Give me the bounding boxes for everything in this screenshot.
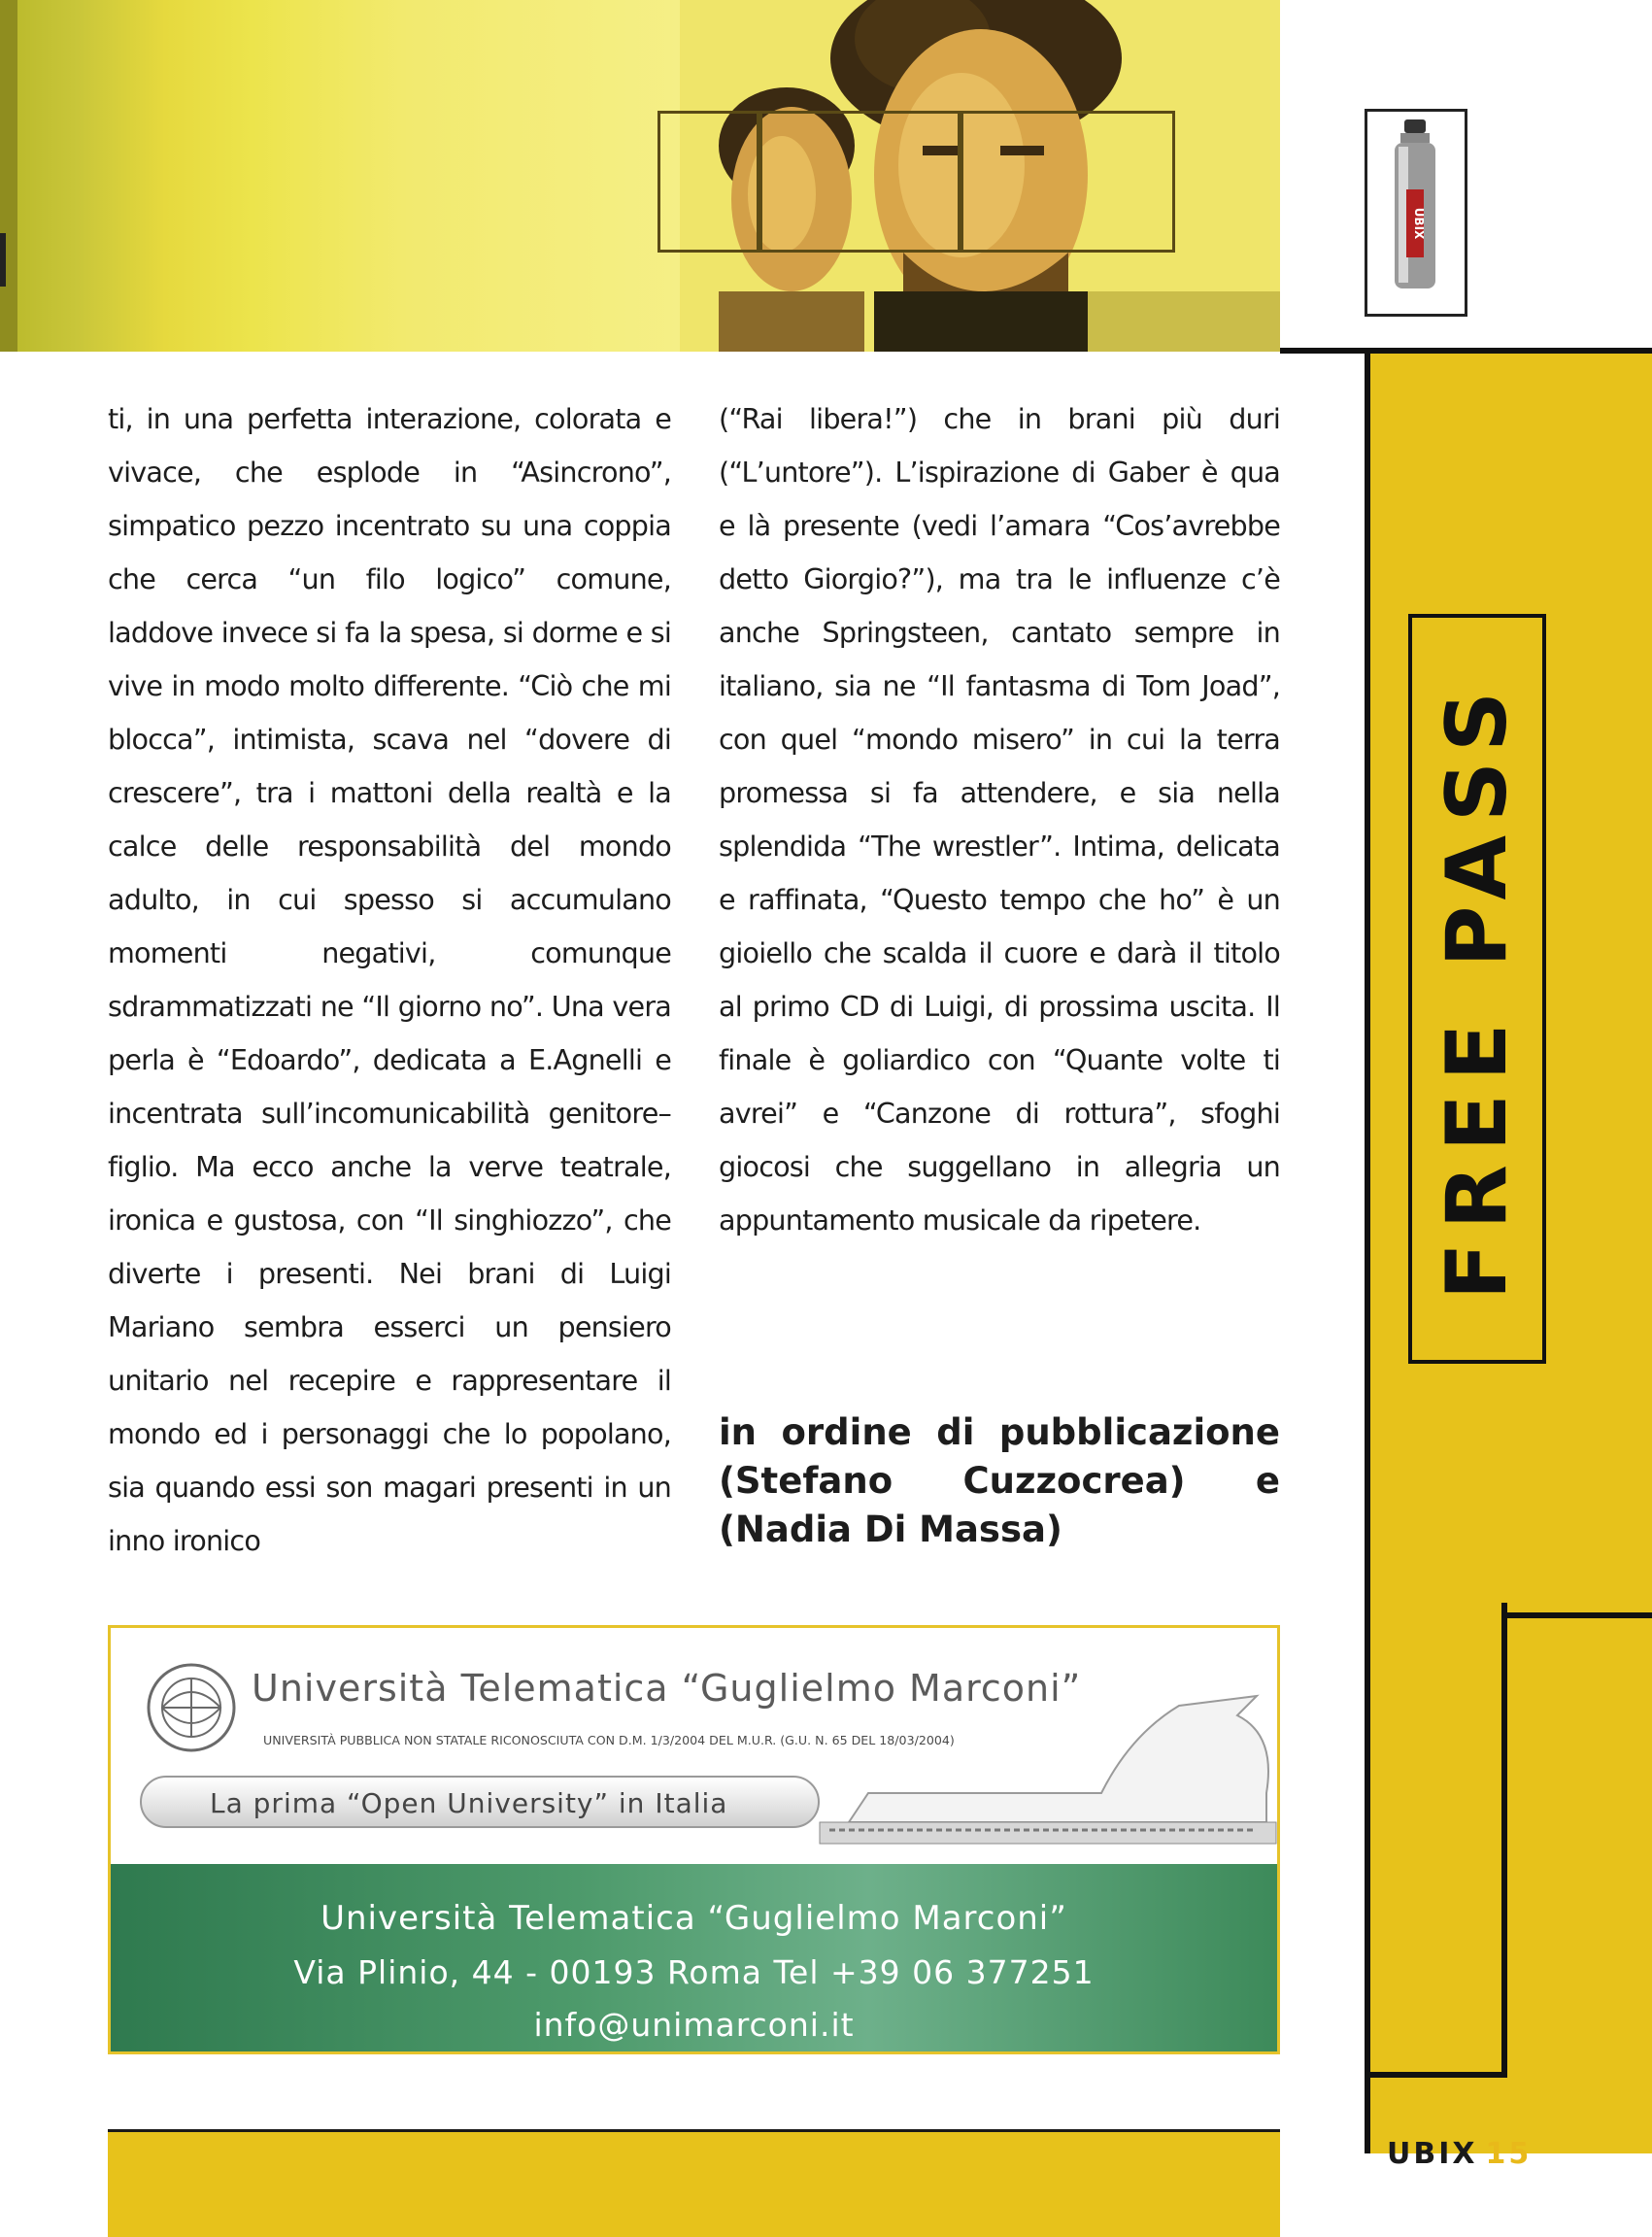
- page-number: 15: [1485, 2137, 1533, 2171]
- ad-address: Via Plinio, 44 - 00193 Roma Tel +39 06 377251: [293, 1953, 1095, 1991]
- magazine-brand: UBIX: [1387, 2137, 1478, 2171]
- ad-tagline: La prima “Open University” in Italia: [210, 1787, 728, 1819]
- photo-frame-1: [657, 111, 762, 253]
- article-column-2: (“Rai libera!”) che in brani più duri (“L’untore”). L’ispirazione di Gaber è qua e là presente (vedi l’amara “Cos’avrebbe detto Giorgio?”), ma tra le influenze c’è anche Springsteen, cantato sempre in italiano, sia ne “Il fantasma di Tom Joad”, con quel “mondo misero” in cui la terra promessa si fa attendere, e sia nella splendida “The wrestler”. Intima, delicata e raffinata, “Questo tempo che ho” è un gioiello che scalda il cuore e darà il titolo al primo CD di Luigi, di prossima uscita. Il finale è goliardico con “Quante volte ti avrei” e “Canzone di rottura”, sfoghi giocosi che suggellano in allegria un appuntamento musicale da ripetere.: [719, 402, 1280, 1237]
- can-illustration-box: [1365, 109, 1467, 317]
- ad-email[interactable]: info@unimarconi.it: [533, 2006, 855, 2044]
- credits-line-2: (Stefano Cuzzocrea) e: [719, 1460, 1280, 1502]
- ad-university-name: Università Telematica “Guglielmo Marconi”: [320, 1899, 1067, 1938]
- credits-line-3: (Nadia Di Massa): [719, 1508, 1062, 1550]
- column-capital-icon: [810, 1677, 1280, 1851]
- can-brand: UBIX: [1412, 207, 1426, 240]
- university-seal-icon: [138, 1657, 245, 1760]
- ad-title: Università Telematica “Guglielmo Marconi”: [252, 1667, 1082, 1710]
- ad-contact-panel: [111, 1864, 1277, 2054]
- ad-tagline-pill: [140, 1776, 820, 1828]
- ad-top-panel: [111, 1628, 1277, 1864]
- section-label-box: [1408, 614, 1546, 1364]
- footer-bar: [108, 2132, 1280, 2237]
- banner-left-mark: [0, 233, 6, 287]
- header-rule: [1280, 348, 1652, 354]
- section-label: FREE PASS: [1429, 677, 1526, 1301]
- photo-frame-2: [757, 111, 963, 253]
- rail-bracket-horizontal: [1507, 1612, 1652, 1618]
- article-credits: [719, 1408, 1280, 1554]
- page-footer: [1387, 2137, 1532, 2171]
- ad-subtitle: UNIVERSITÀ PUBBLICA NON STATALE RICONOSCIUTA CON D.M. 1/3/2004 DEL M.U.R. (G.U. N. 65 DEL 18/03/2004): [263, 1733, 955, 1747]
- university-advertisement[interactable]: [108, 1625, 1280, 2054]
- spray-can-icon: [1367, 112, 1465, 314]
- photo-frame-3: [958, 111, 1175, 253]
- banner-left-strip: [0, 0, 17, 352]
- rail-divider: [1365, 352, 1370, 2153]
- rail-bracket-bottom: [1365, 2072, 1507, 2078]
- credits-line-1: in ordine di pubblicazione: [719, 1411, 1280, 1453]
- article-column-1: ti, in una perfetta interazione, colorata e vivace, che esplode in “Asincrono”, simpatico pezzo incentrato su una coppia che cerca “un filo logico” comune, laddove invece si fa la spesa, si dorme e si vive in modo molto differente. “Ciò che mi blocca”, intimista, scava nel “dovere di crescere”, tra i mattoni della realtà e la calce delle responsabilità del mondo adulto, in cui spesso si accumulano momenti negativi, comunque sdrammatizzati ne “Il giorno no”. Una vera perla è “Edoardo”, dedicata a E.Agnelli e incentrata sull’incomunicabilità genitore–figlio. Ma ecco anche la verve teatrale, ironica e gustosa, con “Il singhiozzo”, che diverte i presenti. Nei brani di Luigi Mariano sembra esserci un pensiero unitario nel recepire e rappresentare il mondo ed i personaggi che lo popolano, sia quando essi son magari presenti in un inno ironico: [108, 402, 671, 1557]
- rail-bracket-vertical: [1501, 1603, 1507, 2078]
- header-banner: [0, 0, 1280, 352]
